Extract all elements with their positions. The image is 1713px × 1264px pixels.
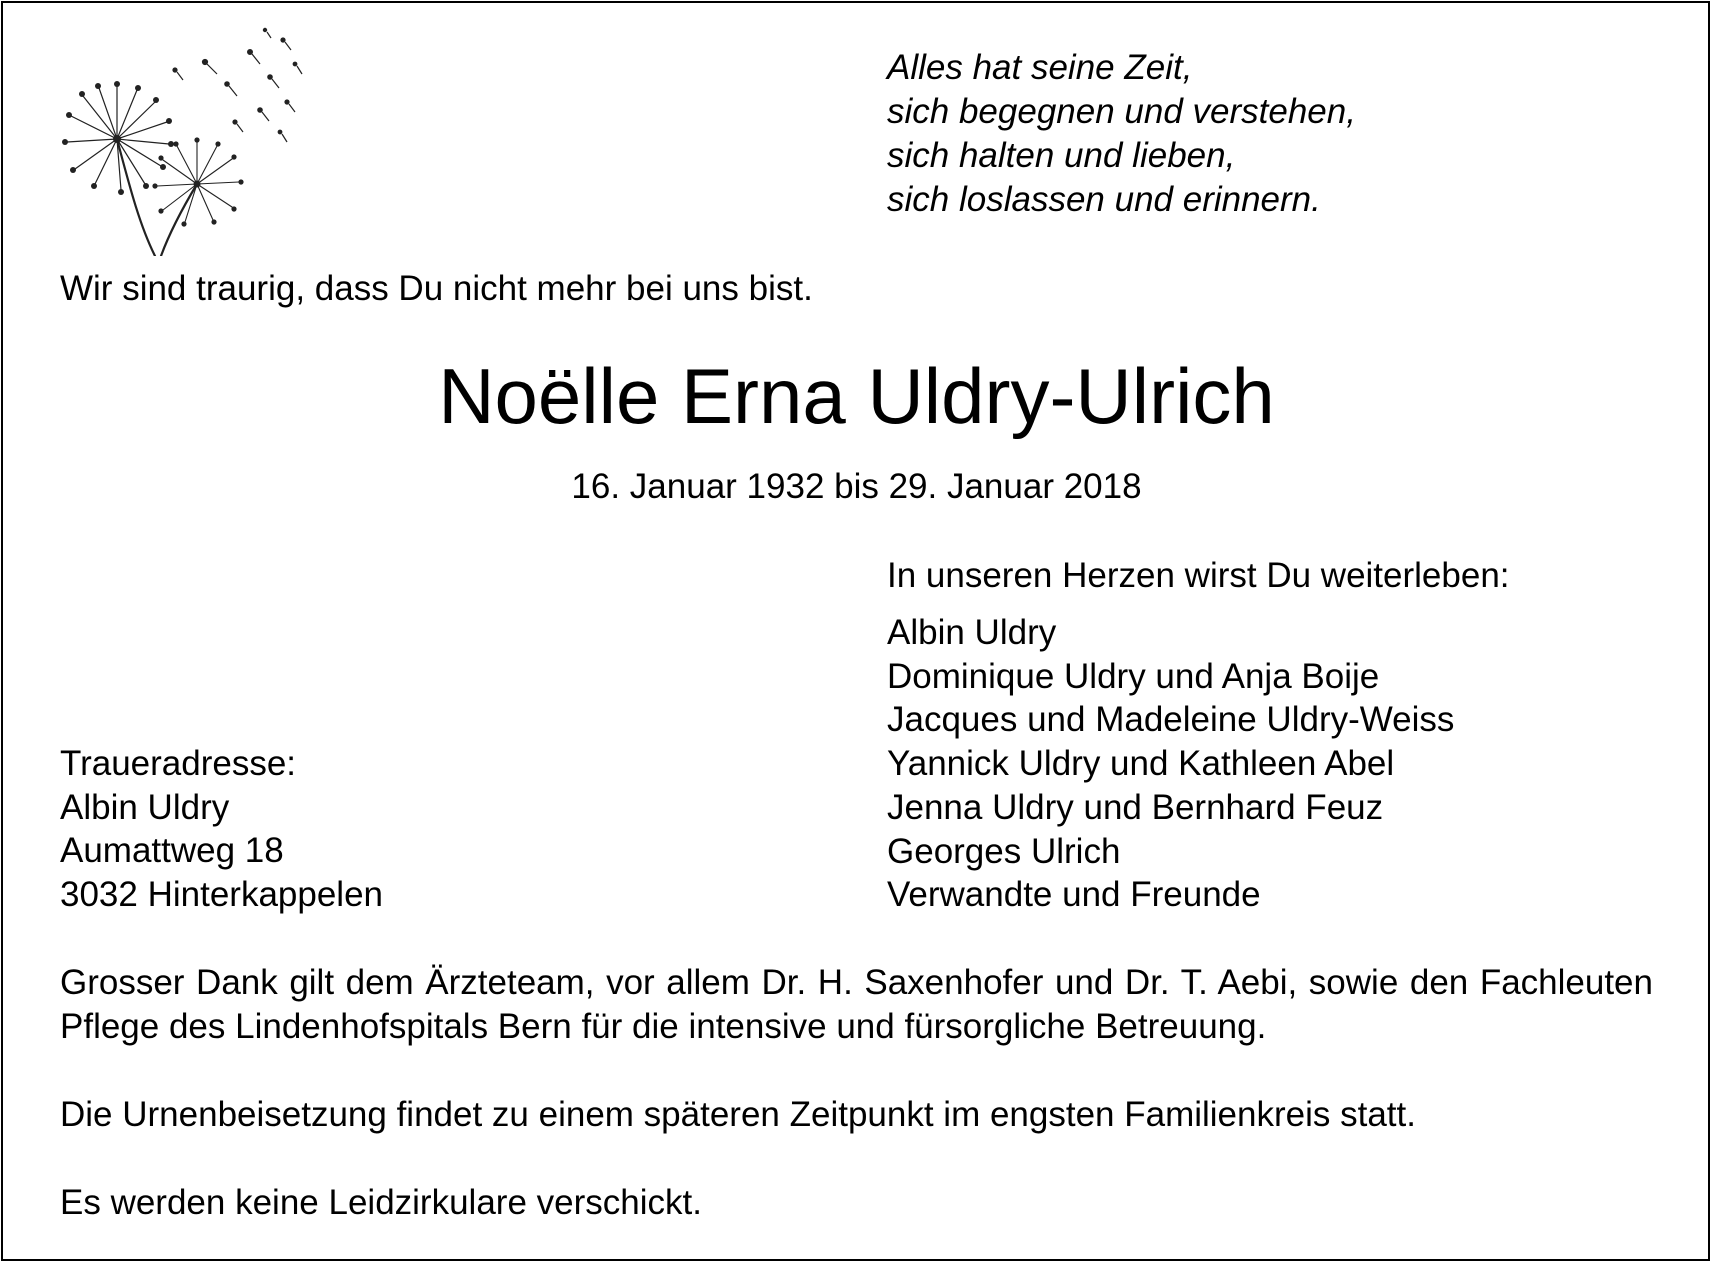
mourner-name: Georges Ulrich — [887, 831, 1121, 871]
burial-notice: Die Urnenbeisetzung findet zu einem späteren Zeitpunkt im engsten Familienkreis statt. — [60, 1095, 1416, 1134]
poem-line: Alles hat seine Zeit, — [887, 48, 1193, 87]
thanks-paragraph: Grosser Dank gilt dem Ärzteteam, vor allem Dr. H. Saxenhofer und Dr. T. Aebi, sowie den Fachleuten Pflege des Lindenhofspitals Bern für die intensive und fürsorgliche Betreuung. — [60, 963, 1653, 1046]
mourner-name: Jacques und Madeleine Uldry-Weiss — [887, 700, 1455, 740]
deceased-name: Noëlle Erna Uldry-Ulrich — [438, 352, 1275, 440]
mourner-name: Verwandte und Freunde — [887, 875, 1261, 915]
address-line: Aumattweg 18 — [60, 831, 284, 871]
intro-text: Wir sind traurig, dass Du nicht mehr bei uns bist. — [60, 269, 813, 308]
dandelion-icon — [57, 24, 307, 256]
no-circulars-notice: Es werden keine Leidzirkulare verschickt. — [60, 1183, 702, 1222]
poem-line: sich begegnen und verstehen, — [887, 92, 1356, 131]
mourning-address — [60, 742, 383, 917]
poem-line: sich loslassen und erinnern. — [887, 180, 1321, 219]
mourner-name: Dominique Uldry und Anja Boije — [887, 656, 1380, 696]
mourner-name: Yannick Uldry und Kathleen Abel — [887, 744, 1395, 784]
poem-line: sich halten und lieben, — [887, 136, 1236, 175]
life-dates: 16. Januar 1932 bis 29. Januar 2018 — [571, 467, 1142, 506]
mourner-name: Jenna Uldry und Bernhard Feuz — [887, 787, 1384, 827]
mourner-name: Albin Uldry — [887, 613, 1057, 652]
poem — [887, 46, 1356, 222]
address-line: 3032 Hinterkappelen — [60, 875, 384, 915]
address-label: Traueradresse: — [60, 744, 297, 783]
address-line: Albin Uldry — [60, 787, 230, 827]
mourners-heading: In unseren Herzen wirst Du weiterleben: — [887, 556, 1510, 595]
mourners-list — [887, 611, 1454, 917]
